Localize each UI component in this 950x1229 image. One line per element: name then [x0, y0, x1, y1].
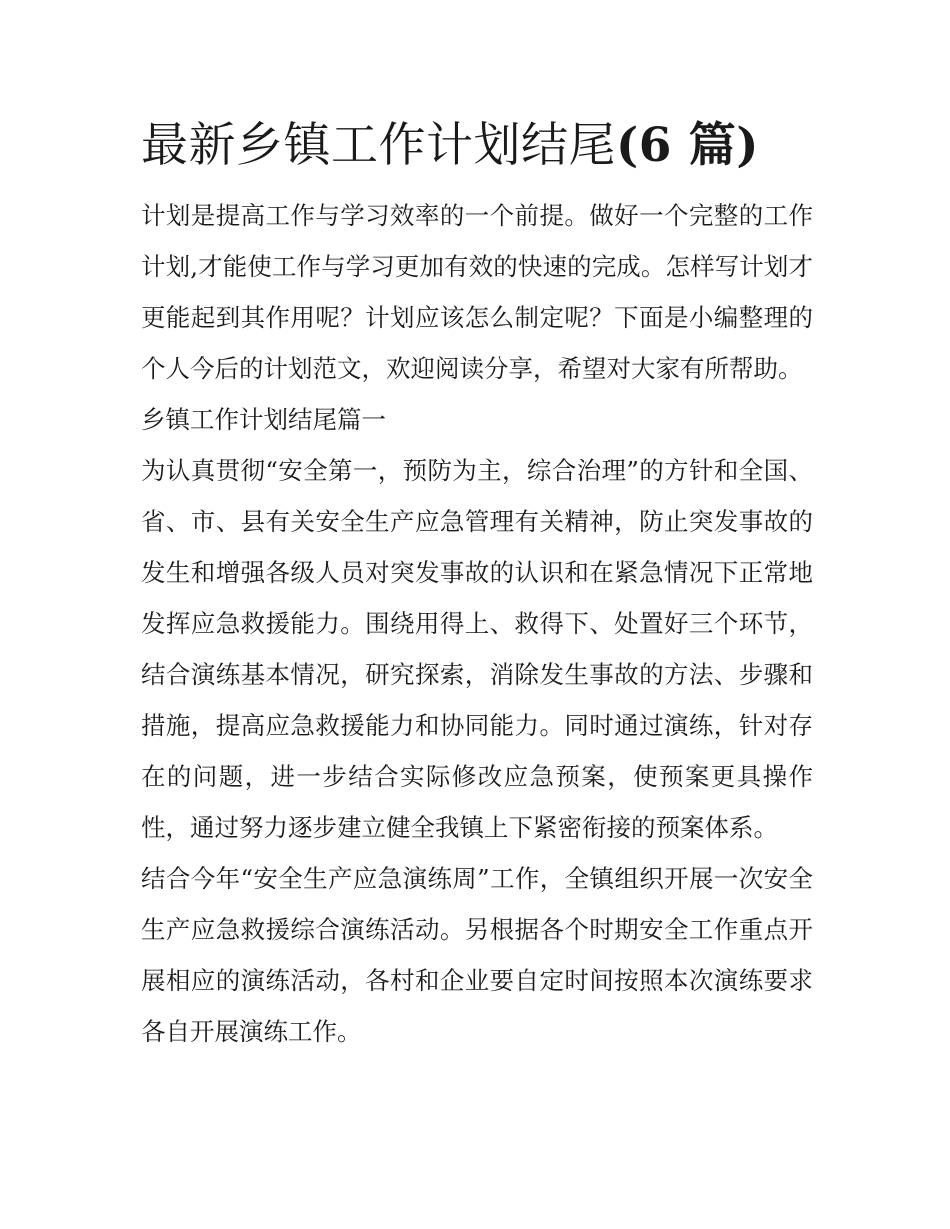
- body-paragraph-2: 结合今年“安全生产应急演练周”工作，全镇组织开展一次安全生产应急救援综合演练活动。另根据各个时期安全工作重点开展相应的演练活动，各村和企业要自定时间按照本次演练要求各自开展演练工作。: [141, 864, 813, 1046]
- intro-paragraph: 计划是提高工作与学习效率的一个前提。做好一个完整的工作计划,才能使工作与学习更加有效的快速的完成。怎样写计划才更能起到其作用呢？计划应该怎么制定呢？下面是小编整理的个人今后的计划范文，欢迎阅读分享，希望对大家有所帮助。: [141, 201, 813, 383]
- section-heading: 乡镇工作计划结尾篇一: [141, 405, 386, 434]
- body-paragraph-1: 为认真贯彻“安全第一，预防为主，综合治理”的方针和全国、省、市、县有关安全生产应急管理有关精神，防止突发事故的发生和增强各级人员对突发事故的认识和在紧急情况下正常地发挥应急救援能力。围绕用得上、救得下、处置好三个环节，结合演练基本情况，研究探索，消除发生事故的方法、步骤和措施，提高应急救援能力和协同能力。同时通过演练，针对存在的问题，进一步结合实际修改应急预案，使预案更具操作性，通过努力逐步建立健全我镇上下紧密衔接的预案体系。: [141, 456, 813, 842]
- title-count: (6 篇): [616, 118, 760, 173]
- document-body: [141, 112, 813, 1057]
- title-main-text: 最新乡镇工作计划结尾: [141, 118, 616, 173]
- document-title: [141, 112, 813, 180]
